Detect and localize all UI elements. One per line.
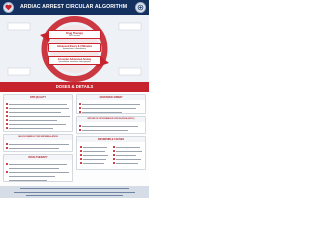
bullet-icon [6, 107, 8, 109]
panel-heading: DRUG THERAPY [28, 156, 48, 159]
panel-reversible-causes [76, 136, 146, 170]
panel-header [4, 135, 72, 140]
text-line [9, 116, 70, 117]
bullet-icon [6, 115, 8, 117]
panel-heading: ADVANCED AIRWAY [99, 96, 123, 99]
text-line [83, 159, 106, 160]
heart-logo-icon [3, 2, 14, 13]
text-line [9, 148, 59, 149]
bullet-icon [80, 162, 82, 164]
text-line [116, 151, 142, 152]
bullet-icon [80, 150, 82, 152]
footer-text-line [26, 195, 123, 196]
bullet-icon [79, 103, 81, 105]
text-line [9, 112, 61, 113]
panel-header [77, 137, 145, 142]
text-line [82, 112, 122, 113]
section-label: DOSES & DETAILS [55, 84, 94, 89]
bullet-icon [113, 150, 115, 152]
text-line [83, 147, 107, 148]
text-line [83, 163, 104, 164]
panel-header [4, 95, 72, 100]
bullet-icon [6, 103, 8, 105]
bullet-icon [6, 123, 8, 125]
text-line [9, 108, 69, 109]
bullet-icon [79, 111, 81, 113]
text-line [116, 159, 141, 160]
footer-text-line [14, 192, 135, 193]
panel-drug-therapy [3, 154, 73, 182]
text-line [9, 124, 66, 125]
bullet-icon [6, 147, 8, 149]
panel-rosc [76, 116, 146, 134]
text-line [82, 126, 138, 127]
text-line [9, 176, 55, 177]
panel-cpr-quality [3, 94, 73, 132]
circular-algorithm-diagram [0, 15, 149, 83]
text-line [9, 104, 67, 105]
section-band [0, 82, 149, 92]
bullet-icon [79, 129, 81, 131]
bullet-icon [113, 158, 115, 160]
text-line [9, 128, 53, 129]
panel-advanced-airway [76, 94, 146, 114]
bullet-icon [80, 154, 82, 156]
bullet-icon [6, 111, 8, 113]
bullet-icon [6, 171, 8, 173]
bullet-icon [6, 143, 8, 145]
node-detail: Quantitative waveform capnography [58, 61, 91, 63]
bullet-icon [79, 125, 81, 127]
panel-heading: RETURN OF SPONTANEOUS CIRCULATION (ROSC) [87, 118, 135, 120]
panel-heading: CPR QUALITY [29, 96, 47, 99]
footer-text-line [20, 188, 129, 189]
text-line [116, 147, 140, 148]
text-line [83, 151, 105, 152]
bullet-icon [6, 163, 8, 165]
bullet-icon [113, 162, 115, 164]
node-title: Drug Therapy [66, 31, 83, 35]
text-line [82, 130, 128, 131]
text-line [82, 104, 140, 105]
node-title: Advanced Every 2-3 Minutes [56, 44, 93, 48]
text-line [9, 180, 47, 181]
text-line [9, 120, 57, 121]
panel-header [4, 155, 72, 160]
text-line [9, 172, 69, 173]
text-line [9, 164, 67, 165]
node-title: Consider Advanced Airway [57, 57, 92, 61]
text-line [116, 163, 138, 164]
bullet-icon [79, 107, 81, 109]
text-line [9, 168, 59, 169]
bullet-icon [80, 146, 82, 148]
footer [0, 186, 149, 198]
seal-logo-icon [135, 2, 146, 13]
text-line [83, 155, 108, 156]
node-drug-therapy [48, 30, 101, 39]
bullet-icon [6, 127, 8, 129]
panel-header [77, 117, 145, 122]
node-every-2-3-minutes [48, 43, 101, 52]
node-detail: Epinephrine / amiodarone [63, 48, 86, 50]
bullet-icon [80, 158, 82, 160]
text-line [116, 155, 136, 156]
bullet-icon [113, 154, 115, 156]
page-title: ARDIAC ARREST CIRCULAR ALGORITHM [20, 4, 128, 10]
algorithm-sheet [0, 0, 149, 198]
text-line [82, 108, 136, 109]
node-detail: IV/IO access [68, 35, 81, 37]
panel-heading: SHOCK ENERGY FOR DEFIBRILLATION [18, 136, 58, 138]
text-line [9, 144, 69, 145]
panel-shock-energy [3, 134, 73, 152]
bullet-icon [6, 119, 8, 121]
panel-heading: REVERSIBLE CAUSES [98, 138, 124, 141]
node-advanced-airway [48, 56, 101, 65]
panel-header [77, 95, 145, 100]
header-bar [0, 0, 149, 15]
bullet-icon [113, 146, 115, 148]
